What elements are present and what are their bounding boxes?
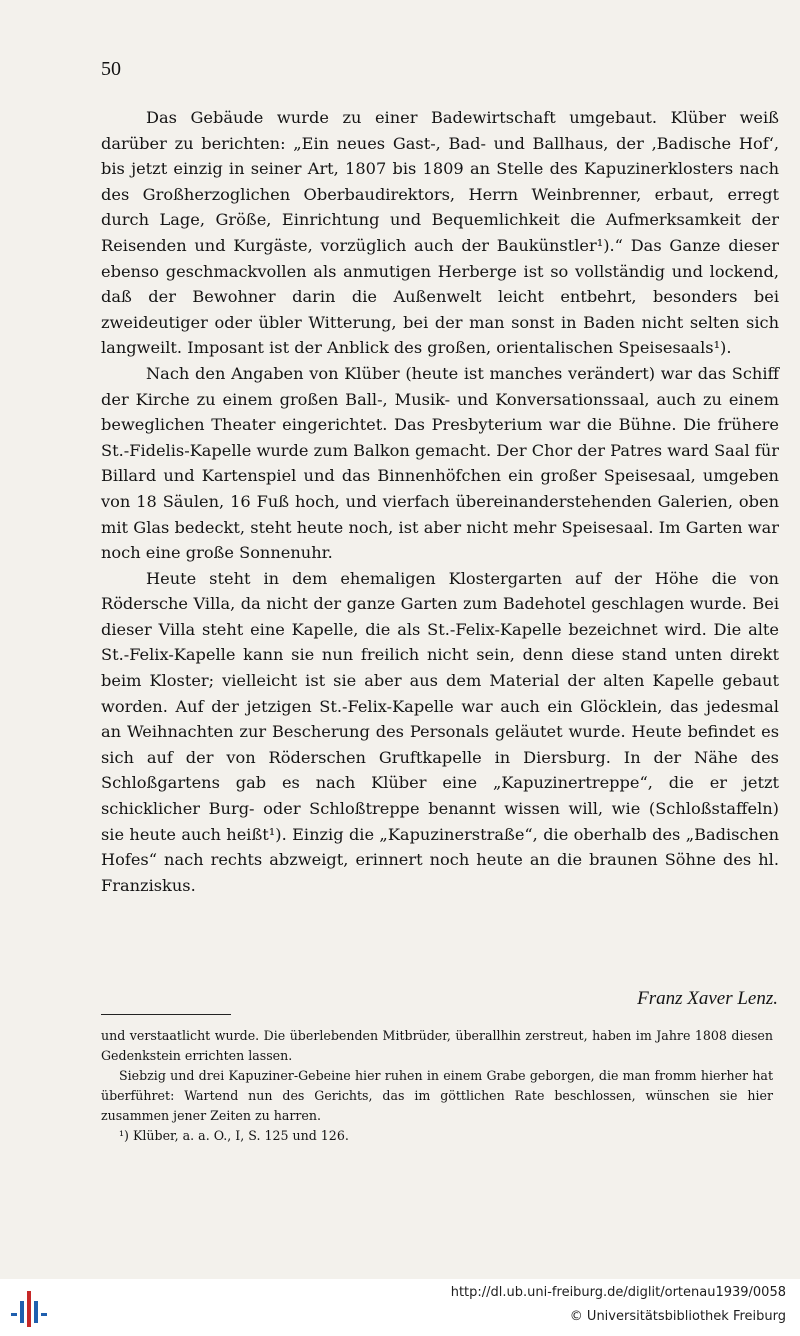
footnote-divider: [101, 1014, 231, 1015]
copyright-notice: © Universitätsbibliothek Freiburg: [569, 1309, 786, 1324]
footnotes: [101, 1026, 773, 1146]
paragraph: Heute steht in dem ehemaligen Klostergarten auf der Höhe die von Rödersche Villa, da nicht der ganze Garten zum Badehotel geschlagen wurde. Bei dieser Villa steht eine Kapelle, die als St.-Felix-Kapelle bezeichnet wird. Die alte St.-Felix-Kapelle kann sie nun freilich nicht sein, denn diese stand unten direkt beim Kloster; vielleicht ist sie aber aus dem Material der alten Kapelle gebaut worden. Auf der jetzigen St.-Felix-Kapelle war auch ein Glöcklein, das jedesmal an Weihnachten zur Bescherung des Personals geläutet wurde. Heute befindet es sich auf der von Röderschen Gruftkapelle in Diersburg. In der Nähe des Schloßgartens gab es nach Klüber eine „Kapuzinertreppe“, die er jetzt schicklicher Burg- oder Schloßtreppe benannt wissen will, wie (Schloßstaffeln) sie heute auch heißt¹). Einzig die „Kapuzinerstraße“, die oberhalb des „Badischen Hofes“ nach rechts abzweigt, erinnert noch heute an die braunen Söhne des hl. Franziskus.: [101, 568, 779, 895]
source-url-link[interactable]: http://dl.ub.uni-freiburg.de/diglit/ortenau1939/0058: [450, 1285, 786, 1300]
paragraph: Das Gebäude wurde zu einer Badewirtschaft umgebaut. Klüber weiß darüber zu berichten: „Ein neues Gast-, Bad- und Ballhaus, der ‚Badische Hof‘, bis jetzt einzig in seiner Art, 1807 bis 1809 an Stelle des Kapuzinerklosters nach des Großherzoglichen Oberbaudirektors, Herrn Weinbrenner, erbaut, erregt durch Lage, Größe, Einrichtung und Bequemlichkeit die Aufmerksamkeit der Reisenden und Kurgäste, vorzüglich auch der Baukünstler¹).“ Das Ganze dieser ebenso geschmackvollen als anmutigen Herberge ist so vollständig und lockend, daß der Bewohner darin die Außenwelt leicht entbehrt, besonders bei zweideutiger oder übler Witterung, bei der man sonst in Baden nicht selten sich langweilt. Imposant ist der Anblick des großen, orientalischen Speisesaals¹).: [101, 108, 779, 358]
footnote-1: ¹) Klüber, a. a. O., I, S. 125 und 126.: [119, 1128, 349, 1143]
paragraph: Nach den Angaben von Klüber (heute ist manches verändert) war das Schiff der Kirche zu einem großen Ball-, Musik- und Konversationssaal, auch zu einem beweglichen Theater eingerichtet. Das Presbyterium war die Bühne. Die frühere St.-Fidelis-Kapelle wurde zum Balkon gemacht. Der Chor der Patres ward Saal für Billard und Kartenspiel und das Binnenhöfchen ein großer Speisesaal, umgeben von 18 Säulen, 16 Fuß hoch, und vierfach übereinanderstehenden Galerien, oben mit Glas bedeckt, steht heute noch, ist aber nicht mehr Speisesaal. Im Garten war noch eine große Sonnenuhr.: [101, 363, 779, 563]
footnote-continuation: und verstaatlicht wurde. Die überlebenden Mitbrüder, überallhin zerstreut, haben im Jahre 1808 diesen Gedenkstein errichten lassen.: [101, 1028, 773, 1063]
author-signature: Franz Xaver Lenz.: [637, 988, 778, 1009]
footnote-inscription: Siebzig und drei Kapuziner-Gebeine hier ruhen in einem Grabe geborgen, die man fromm hierher hat überführet: Wartend nun des Gerichts, das im göttlichen Rate beschlossen, wünschen sie hier zusammen jener Zeiten zu harren.: [101, 1068, 773, 1123]
viewer-footer: [0, 1279, 800, 1336]
page-number: 50: [101, 58, 121, 80]
library-logo-icon: [8, 1287, 48, 1331]
article-body: [101, 105, 779, 898]
